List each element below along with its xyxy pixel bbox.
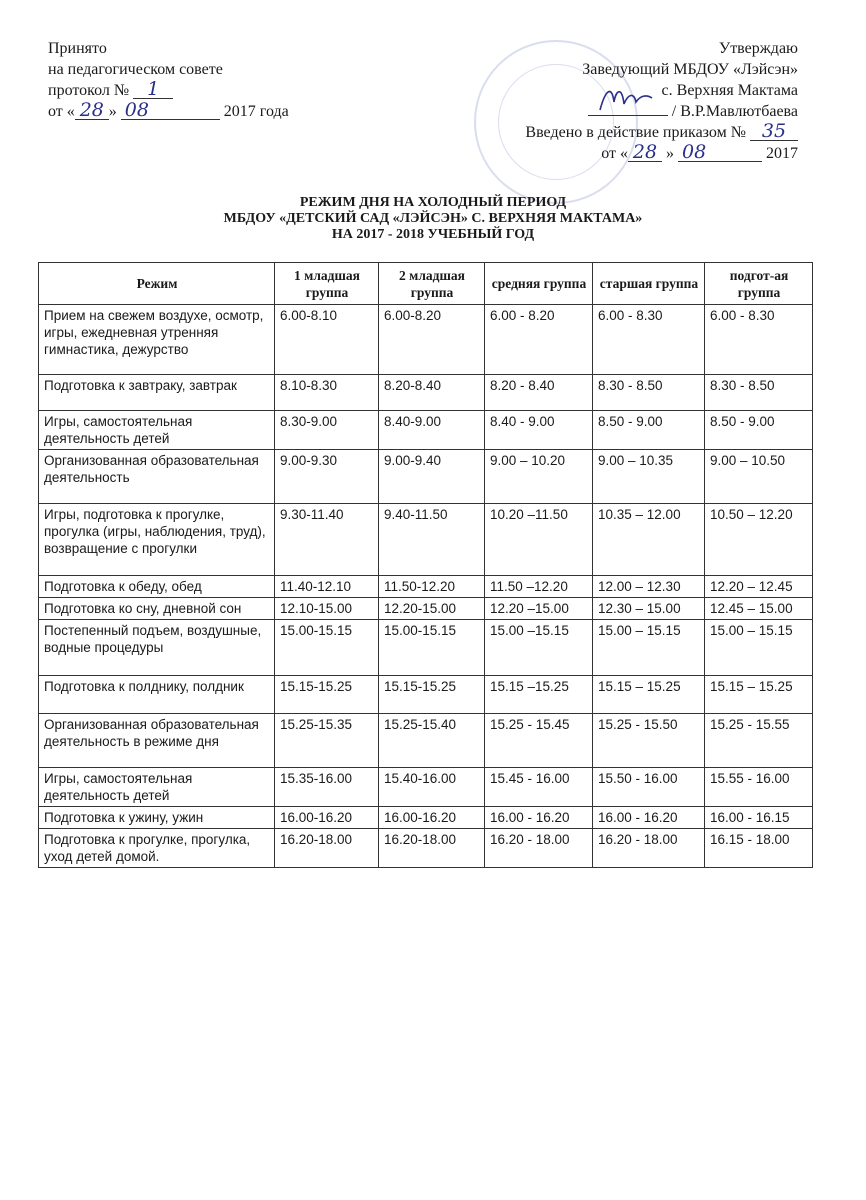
time-cell: 8.30 - 8.50: [593, 375, 705, 411]
time-cell: 15.15-15.25: [275, 676, 379, 714]
time-cell: 15.55 - 16.00: [705, 768, 813, 807]
time-cell: 16.15 - 18.00: [705, 829, 813, 868]
date-sep: »: [108, 103, 117, 120]
time-cell: 9.00-9.40: [379, 450, 485, 504]
table-row: [39, 768, 813, 807]
approved-order-line: [438, 122, 798, 143]
header-group-senior: старшая группа: [593, 263, 705, 305]
time-cell: 16.00-16.20: [379, 807, 485, 829]
approved-title: Утверждаю: [718, 40, 798, 57]
time-cell: 11.40-12.10: [275, 576, 379, 598]
time-cell: 8.30-9.00: [275, 411, 379, 450]
date-sep: »: [666, 145, 674, 162]
regime-cell: Организованная образовательная деятельность в режиме дня: [39, 714, 275, 768]
time-cell: 6.00 - 8.30: [593, 305, 705, 375]
time-cell: 15.25 - 15.45: [485, 714, 593, 768]
time-cell: 15.15 – 15.25: [593, 676, 705, 714]
table-row: [39, 714, 813, 768]
schedule-table: [38, 262, 813, 868]
regime-cell: Организованная образовательная деятельность: [39, 450, 275, 504]
table-row: [39, 375, 813, 411]
time-cell: 8.40-9.00: [379, 411, 485, 450]
accepted-protocol-line: [48, 80, 378, 101]
header-group-1-junior: 1 младшая группа: [275, 263, 379, 305]
regime-cell: Игры, подготовка к прогулке, прогулка (игры, наблюдения, труд), возвращение с прогулки: [39, 504, 275, 576]
time-cell: 8.20 - 8.40: [485, 375, 593, 411]
date-month: 08: [678, 143, 762, 162]
title-line-2: МБДОУ «ДЕТСКИЙ САД «ЛЭЙСЭН» С. ВЕРХНЯЯ МАКТАМА»: [223, 211, 643, 226]
time-cell: 15.25-15.35: [275, 714, 379, 768]
approved-head: Заведующий МБДОУ «Лэйсэн»: [582, 61, 798, 78]
table-row: [39, 576, 813, 598]
time-cell: 15.25 - 15.55: [705, 714, 813, 768]
protocol-label: протокол №: [48, 82, 130, 99]
time-cell: 11.50-12.20: [379, 576, 485, 598]
regime-cell: Подготовка к полднику, полдник: [39, 676, 275, 714]
regime-cell: Постепенный подъем, воздушные, водные процедуры: [39, 620, 275, 676]
time-cell: 6.00 - 8.20: [485, 305, 593, 375]
time-cell: 15.15-15.25: [379, 676, 485, 714]
time-cell: 6.00-8.20: [379, 305, 485, 375]
table-row: [39, 829, 813, 868]
accepted-council: на педагогическом совете: [48, 61, 223, 78]
regime-cell: Подготовка ко сну, дневной сон: [39, 598, 275, 620]
protocol-number: 1: [133, 80, 173, 99]
time-cell: 8.20-8.40: [379, 375, 485, 411]
time-cell: 6.00 - 8.30: [705, 305, 813, 375]
regime-cell: Подготовка к ужину, ужин: [39, 807, 275, 829]
time-cell: 8.50 - 9.00: [705, 411, 813, 450]
time-cell: 15.35-16.00: [275, 768, 379, 807]
time-cell: 15.45 - 16.00: [485, 768, 593, 807]
accepted-date-line: [48, 101, 378, 122]
time-cell: 16.00-16.20: [275, 807, 379, 829]
regime-cell: Прием на свежем воздухе, осмотр, игры, ежедневная утренняя гимнастика, дежурство: [39, 305, 275, 375]
time-cell: 15.00 – 15.15: [593, 620, 705, 676]
accepted-block: [48, 38, 378, 122]
time-cell: 10.50 – 12.20: [705, 504, 813, 576]
time-cell: 12.20-15.00: [379, 598, 485, 620]
time-cell: 12.10-15.00: [275, 598, 379, 620]
time-cell: 15.40-16.00: [379, 768, 485, 807]
table-row: [39, 807, 813, 829]
time-cell: 8.30 - 8.50: [705, 375, 813, 411]
time-cell: 15.00-15.15: [275, 620, 379, 676]
table-row: [39, 598, 813, 620]
time-cell: 8.50 - 9.00: [593, 411, 705, 450]
time-cell: 12.45 – 15.00: [705, 598, 813, 620]
signature-blank: [588, 115, 668, 116]
date-day: 28: [75, 101, 109, 120]
time-cell: 10.35 – 12.00: [593, 504, 705, 576]
table-row: [39, 676, 813, 714]
date-day: 28: [628, 143, 662, 162]
time-cell: 15.00-15.15: [379, 620, 485, 676]
time-cell: 15.25 - 15.50: [593, 714, 705, 768]
time-cell: 16.00 - 16.15: [705, 807, 813, 829]
time-cell: 6.00-8.10: [275, 305, 379, 375]
title-line-1: РЕЖИМ ДНЯ НА ХОЛОДНЫЙ ПЕРИОД: [299, 195, 567, 210]
table-body: [39, 305, 813, 868]
time-cell: 12.00 – 12.30: [593, 576, 705, 598]
accepted-title: Принято: [48, 40, 107, 57]
time-cell: 9.30-11.40: [275, 504, 379, 576]
time-cell: 12.20 –15.00: [485, 598, 593, 620]
time-cell: 16.20 - 18.00: [485, 829, 593, 868]
time-cell: 8.40 - 9.00: [485, 411, 593, 450]
time-cell: 15.50 - 16.00: [593, 768, 705, 807]
header-group-preparatory: подгот-ая группа: [705, 263, 813, 305]
time-cell: 8.10-8.30: [275, 375, 379, 411]
time-cell: 9.00-9.30: [275, 450, 379, 504]
time-cell: 16.00 - 16.20: [485, 807, 593, 829]
time-cell: 11.50 –12.20: [485, 576, 593, 598]
approved-signer-line: [438, 101, 798, 122]
time-cell: 9.00 – 10.50: [705, 450, 813, 504]
time-cell: 15.15 – 15.25: [705, 676, 813, 714]
header-regime: Режим: [39, 263, 275, 305]
time-cell: 16.00 - 16.20: [593, 807, 705, 829]
header-group-2-junior: 2 младшая группа: [379, 263, 485, 305]
time-cell: 15.25-15.40: [379, 714, 485, 768]
date-year: 2017 года: [223, 103, 289, 120]
regime-cell: Игры, самостоятельная деятельность детей: [39, 411, 275, 450]
order-label: Введено в действие приказом №: [525, 124, 746, 141]
header-group-middle: средняя группа: [485, 263, 593, 305]
regime-cell: Подготовка к прогулке, прогулка, уход детей домой.: [39, 829, 275, 868]
document-title: [0, 195, 866, 243]
regime-cell: Игры, самостоятельная деятельность детей: [39, 768, 275, 807]
time-cell: 16.20 - 18.00: [593, 829, 705, 868]
time-cell: 16.20-18.00: [379, 829, 485, 868]
table-row: [39, 620, 813, 676]
date-year: 2017: [766, 145, 798, 162]
time-cell: 16.20-18.00: [275, 829, 379, 868]
time-cell: 12.20 – 12.45: [705, 576, 813, 598]
table-row: [39, 411, 813, 450]
regime-cell: Подготовка к завтраку, завтрак: [39, 375, 275, 411]
time-cell: 9.00 – 10.20: [485, 450, 593, 504]
table-row: [39, 305, 813, 375]
table-row: [39, 450, 813, 504]
time-cell: 9.40-11.50: [379, 504, 485, 576]
approved-signer: / В.Р.Мавлютбаева: [671, 103, 798, 120]
approved-date-line: [438, 143, 798, 164]
date-month: 08: [121, 101, 220, 120]
approved-village: с. Верхняя Мактама: [661, 82, 798, 99]
time-cell: 9.00 – 10.35: [593, 450, 705, 504]
time-cell: 15.00 –15.15: [485, 620, 593, 676]
table-header-row: [39, 263, 813, 305]
regime-cell: Подготовка к обеду, обед: [39, 576, 275, 598]
date-prefix: от «: [48, 103, 75, 120]
date-prefix: от «: [601, 145, 628, 162]
time-cell: 15.15 –15.25: [485, 676, 593, 714]
table-row: [39, 504, 813, 576]
approved-block: [438, 38, 798, 164]
title-line-3: НА 2017 - 2018 УЧЕБНЫЙ ГОД: [331, 227, 535, 242]
time-cell: 12.30 – 15.00: [593, 598, 705, 620]
time-cell: 10.20 –11.50: [485, 504, 593, 576]
time-cell: 15.00 – 15.15: [705, 620, 813, 676]
order-number: 35: [750, 122, 798, 141]
